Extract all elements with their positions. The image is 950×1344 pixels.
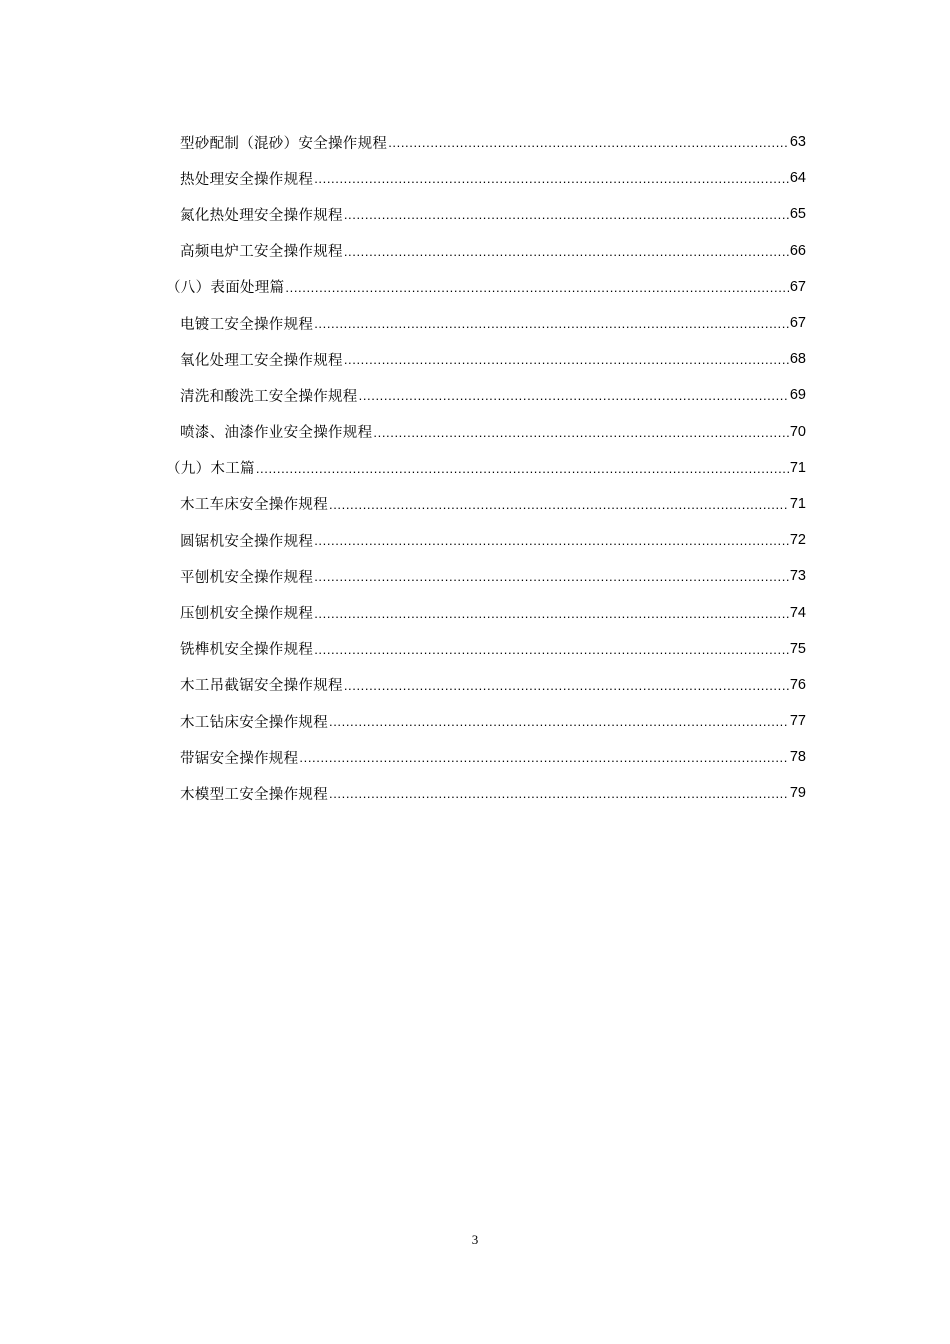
toc-entry-title: 热处理安全操作规程 (180, 171, 314, 188)
toc-entry-title: 高频电炉工安全操作规程 (180, 244, 343, 261)
toc-section-entry[interactable] (0, 269, 950, 305)
toc-entry[interactable] (0, 233, 950, 269)
toc-entry-title: 带锯安全操作规程 (180, 750, 299, 767)
toc-entry[interactable] (0, 160, 950, 196)
toc-entry[interactable] (0, 631, 950, 667)
toc-dot-leader (256, 462, 789, 476)
toc-dot-leader (314, 570, 789, 584)
page-number: 3 (471, 1232, 479, 1247)
toc-entry[interactable] (0, 522, 950, 558)
toc-entry-page: 73 (789, 568, 806, 585)
toc-entry[interactable] (0, 775, 950, 811)
toc-entry-page: 65 (789, 206, 806, 223)
toc-entry-page: 77 (789, 713, 806, 730)
toc-dot-leader (314, 534, 789, 548)
toc-dot-leader (285, 281, 788, 295)
toc-entry-page: 74 (789, 604, 806, 621)
toc-entry[interactable] (0, 124, 950, 160)
toc-entry-page: 76 (789, 676, 806, 693)
toc-dot-leader (314, 643, 789, 657)
toc-section-title: （九）木工篇 (166, 461, 255, 478)
toc-entry-page: 68 (789, 351, 806, 368)
toc-entry-page: 71 (789, 459, 806, 476)
toc-dot-leader (344, 353, 789, 367)
table-of-contents (0, 124, 950, 812)
toc-entry-title: 氮化热处理安全操作规程 (180, 207, 343, 224)
toc-entry[interactable] (0, 558, 950, 594)
toc-entry[interactable] (0, 196, 950, 232)
toc-entry-page: 75 (789, 640, 806, 657)
toc-entry[interactable] (0, 667, 950, 703)
toc-entry-page: 67 (789, 315, 806, 332)
toc-entry-title: 木工钻床安全操作规程 (180, 714, 328, 731)
toc-entry[interactable] (0, 703, 950, 739)
toc-section-entry[interactable] (0, 450, 950, 486)
toc-entry-title: 铣榫机安全操作规程 (180, 642, 314, 659)
toc-entry-page: 71 (789, 495, 806, 512)
toc-entry-page: 66 (789, 242, 806, 259)
toc-entry-title: 氧化处理工安全操作规程 (180, 352, 343, 369)
toc-section-title: （八）表面处理篇 (166, 280, 285, 297)
toc-dot-leader (388, 136, 789, 150)
toc-entry-title: 木模型工安全操作规程 (180, 786, 328, 803)
toc-entry-page: 70 (789, 423, 806, 440)
toc-dot-leader (329, 715, 789, 729)
toc-dot-leader (373, 426, 788, 440)
toc-dot-leader (314, 172, 789, 186)
toc-entry-page: 69 (789, 387, 806, 404)
toc-entry-title: 压刨机安全操作规程 (180, 606, 314, 623)
toc-entry[interactable] (0, 414, 950, 450)
toc-entry[interactable] (0, 341, 950, 377)
toc-dot-leader (344, 245, 789, 259)
toc-dot-leader (329, 498, 789, 512)
toc-dot-leader (359, 389, 789, 403)
toc-dot-leader (344, 679, 789, 693)
toc-entry-page: 72 (789, 532, 806, 549)
toc-entry-title: 型砂配制（混砂）安全操作规程 (180, 135, 388, 152)
toc-dot-leader (329, 787, 789, 801)
toc-entry-title: 电镀工安全操作规程 (180, 316, 314, 333)
toc-entry-title: 木工吊截锯安全操作规程 (180, 678, 343, 695)
toc-entry-page: 63 (789, 134, 806, 151)
toc-entry-title: 清洗和酸洗工安全操作规程 (180, 388, 358, 405)
toc-dot-leader (299, 751, 788, 765)
toc-entry[interactable] (0, 377, 950, 413)
toc-entry[interactable] (0, 594, 950, 630)
toc-entry-title: 圆锯机安全操作规程 (180, 533, 314, 550)
toc-dot-leader (314, 607, 789, 621)
toc-entry-page: 67 (789, 278, 806, 295)
toc-entry-title: 平刨机安全操作规程 (180, 569, 314, 586)
toc-entry[interactable] (0, 305, 950, 341)
toc-entry-page: 78 (789, 749, 806, 766)
toc-dot-leader (344, 208, 789, 222)
toc-entry-title: 喷漆、油漆作业安全操作规程 (180, 425, 373, 442)
toc-entry[interactable] (0, 486, 950, 522)
toc-entry-page: 64 (789, 170, 806, 187)
toc-entry-title: 木工车床安全操作规程 (180, 497, 328, 514)
toc-entry[interactable] (0, 739, 950, 775)
toc-entry-page: 79 (789, 785, 806, 802)
toc-dot-leader (314, 317, 789, 331)
